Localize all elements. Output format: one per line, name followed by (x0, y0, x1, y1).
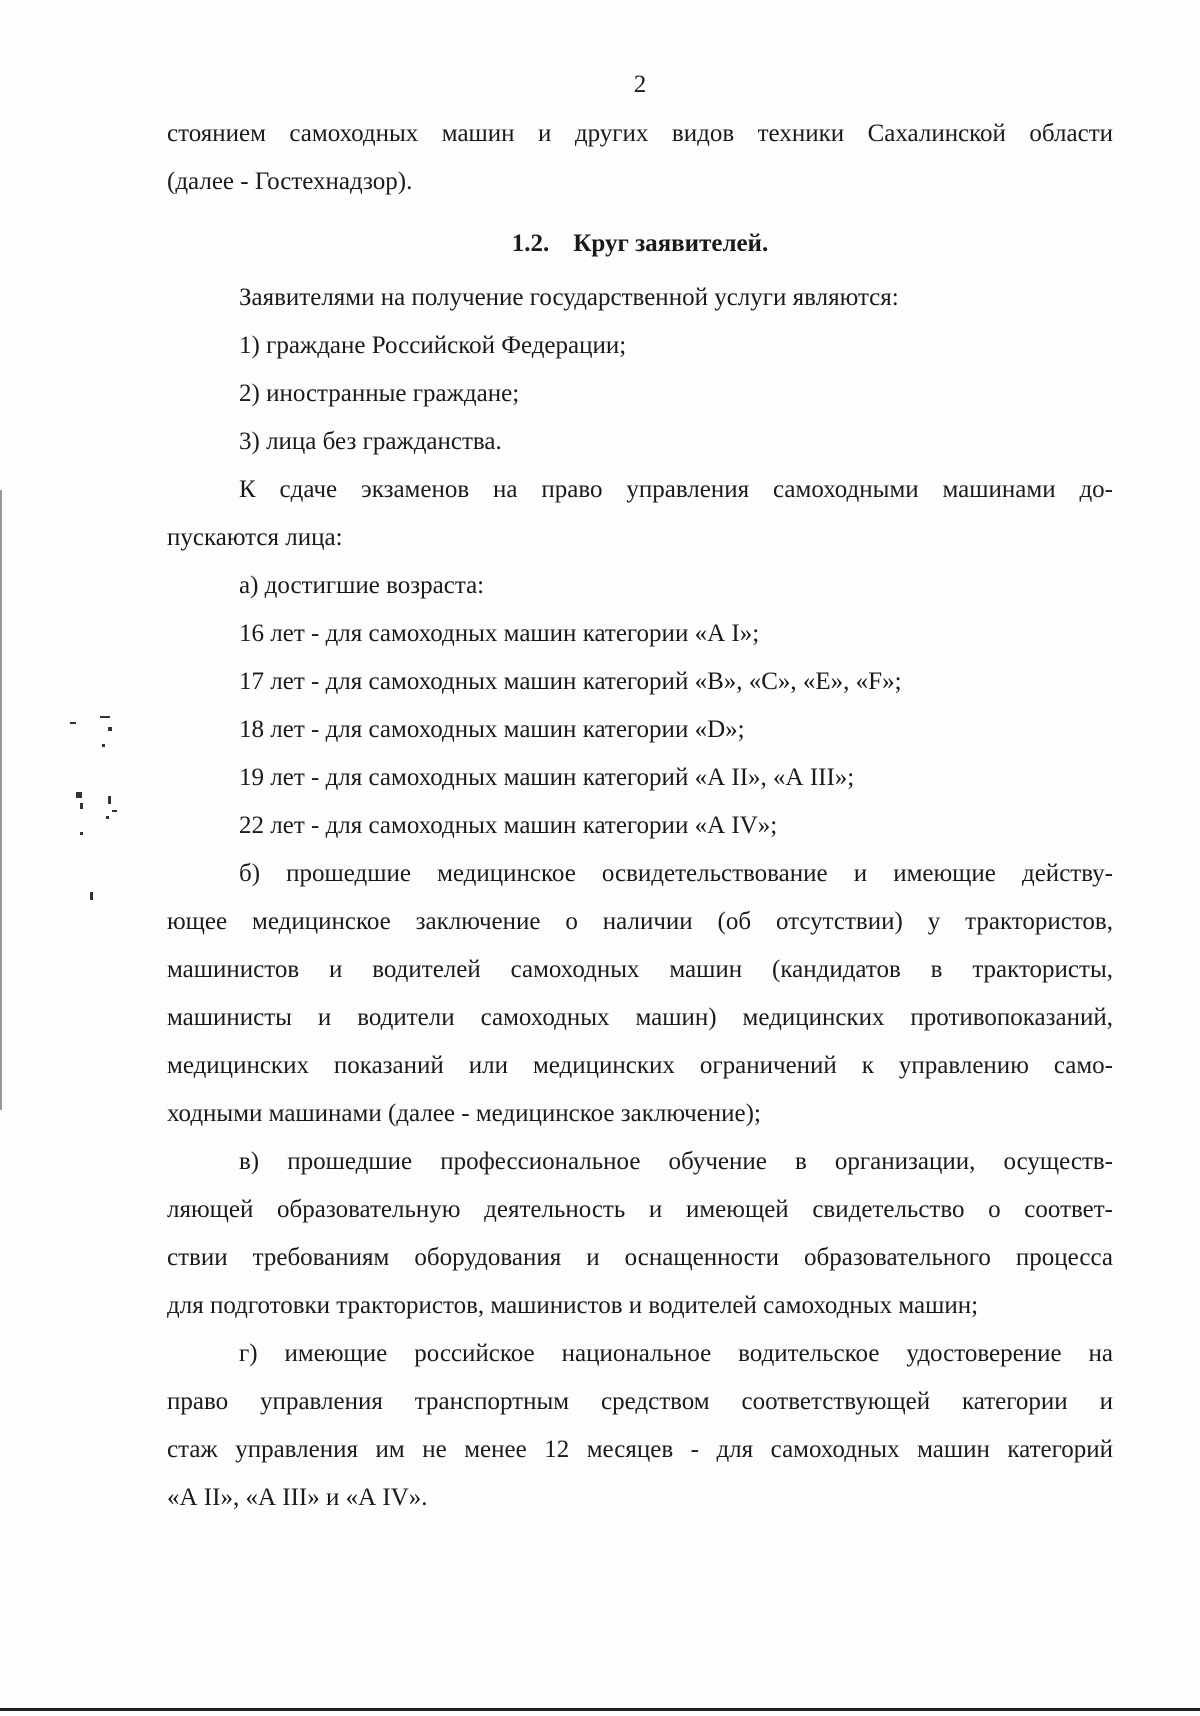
age-intro: а) достигшие возраста: (239, 572, 485, 599)
scan-speck (76, 792, 82, 798)
applicants-intro: Заявителями на получение государственной услуги являются: (239, 284, 899, 311)
training-line: в) прошедшие профессиональное обучение в организации, осуществ- (239, 1148, 1113, 1175)
medical-line: медицинских показаний или медицинских ограничений к управлению само- (167, 1052, 1113, 1079)
training-line: ляющей образовательную деятельность и имеющей свидетельство о соответ- (167, 1196, 1113, 1223)
scan-speck (100, 716, 110, 718)
scan-speck (90, 892, 93, 900)
training-line: для подготовки трактористов, машинистов и водителей самоходных машин; (167, 1292, 979, 1319)
scan-bottom-edge (0, 1708, 1200, 1711)
age-item-17: 17 лет - для самоходных машин категорий «B», «C», «E», «F»; (239, 668, 902, 695)
training-line: ствии требованиям оборудования и оснащенности образовательного процесса (167, 1244, 1113, 1271)
applicant-item-1: 1) граждане Российской Федерации; (239, 332, 627, 359)
exam-admission-line-2: пускаются лица: (167, 524, 343, 551)
applicant-item-2: 2) иностранные граждане; (239, 380, 520, 407)
age-item-16: 16 лет - для самоходных машин категории «А I»; (239, 620, 760, 647)
medical-line: машинисты и водители самоходных машин) медицинских противопоказаний, (167, 1004, 1113, 1031)
scan-speck (108, 727, 112, 731)
license-line: право управления транспортным средством соответствующей категории и (167, 1388, 1113, 1415)
license-line: стаж управления им не менее 12 месяцев - для самоходных машин категорий (167, 1436, 1113, 1463)
page-number: 2 (633, 71, 647, 98)
exam-admission-line-1: К сдаче экзаменов на право управления самоходными машинами до- (239, 476, 1113, 503)
document-body (167, 110, 1113, 1522)
scan-speck (80, 803, 83, 809)
age-item-22: 22 лет - для самоходных машин категории «А IV»; (239, 812, 778, 839)
scan-speck (80, 832, 83, 835)
scan-speck (112, 810, 117, 812)
medical-line: ходными машинами (далее - медицинское заключение); (167, 1100, 761, 1127)
medical-line: ющее медицинское заключение о наличии (об отсутствии) у трактористов, (167, 908, 1113, 935)
license-line: г) имеющие российское национальное водительское удостоверение на (239, 1340, 1113, 1367)
age-item-19: 19 лет - для самоходных машин категорий «А II», «А III»; (239, 764, 855, 791)
scan-speck (106, 816, 109, 819)
medical-line: машинистов и водителей самоходных машин (кандидатов в трактористы, (167, 956, 1113, 983)
section-title: Круг заявителей. (573, 230, 769, 257)
scan-edge-line (0, 490, 2, 1110)
scan-speck (70, 722, 76, 724)
intro-line-2: (далее - Гостехнадзор). (167, 168, 413, 195)
section-number: 1.2. (511, 230, 550, 257)
section-heading (167, 220, 1113, 268)
applicant-item-3: 3) лица без гражданства. (239, 428, 502, 455)
license-line: «А II», «А III» и «А IV». (167, 1484, 428, 1511)
intro-line-1: стоянием самоходных машин и других видов техники Сахалинской области (167, 120, 1113, 147)
scan-speck (108, 796, 111, 804)
medical-line: б) прошедшие медицинское освидетельствование и имеющие действу- (239, 860, 1113, 887)
age-item-18: 18 лет - для самоходных машин категории «D»; (239, 716, 745, 743)
scan-speck (102, 744, 105, 747)
